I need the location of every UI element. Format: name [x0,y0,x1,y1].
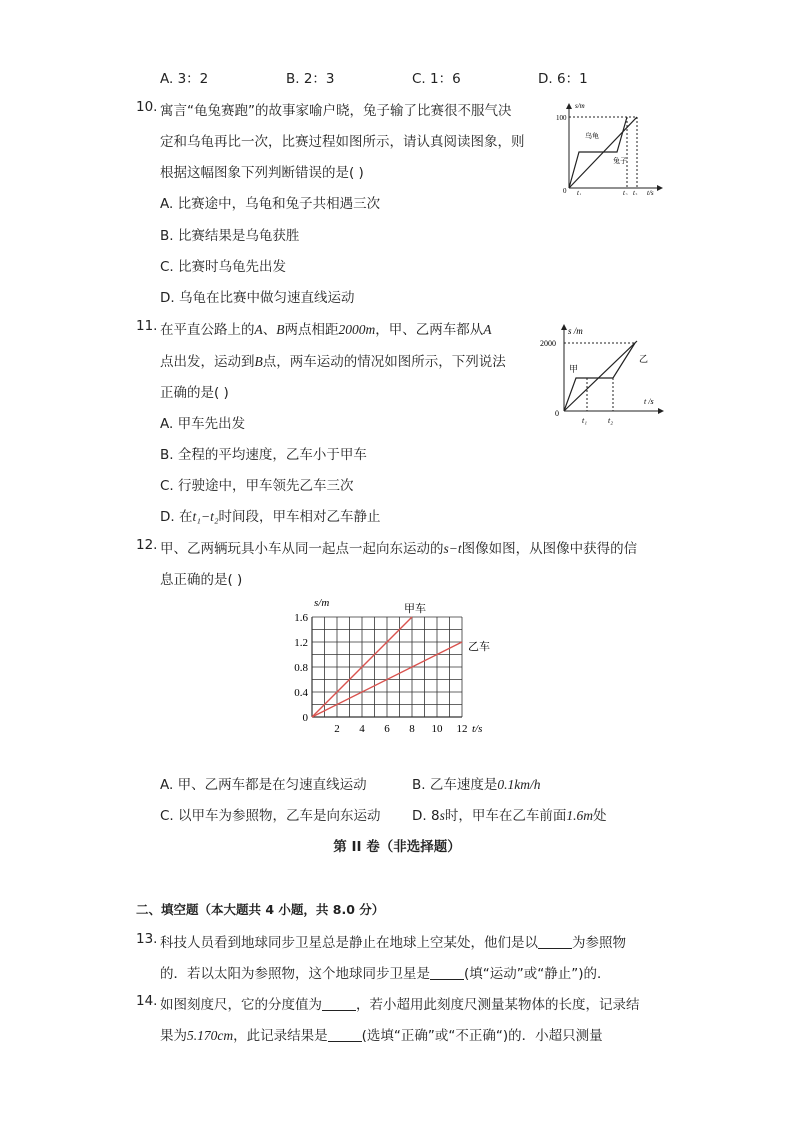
q9-option-d: D. 6：1 [538,71,588,87]
q13-text: 科技人员看到地球同步卫星总是静止在地球上空某处，他们是以 [160,935,538,951]
q11-text: 在平直公路上的 [160,322,255,338]
q11-option-a: A. 甲车先出发 [160,416,246,432]
q9-option-b: B. 2：3 [286,71,335,87]
q14-text: (选填“正确”或“不正确“)的．小超只测量 [361,1028,603,1044]
chart-x-label: t/s [472,723,483,735]
y-tick-label: 0.8 [294,662,308,674]
unit-s: s [439,808,445,823]
x-tick-label: 2 [334,723,340,735]
q13-line-1 [160,931,626,951]
point-a: A [483,322,492,337]
yi-line [564,341,637,411]
fig11-y-label: s /m [568,326,583,336]
q13-text: 的．若以太阳为参照物，这个地球同步卫星是 [160,966,430,982]
speed-unit: km/h [514,777,541,792]
q11-text: 点出发，运动到 [160,354,255,370]
unit-cm: cm [217,1028,234,1043]
answer-blank[interactable] [328,1029,362,1042]
q10-line-1: 寓言“龟兔赛跑”的故事家喻户晓，兔子输了比赛很不服气决 [160,103,512,119]
unit-m: m [583,808,593,823]
fig10-t2: t₂ [623,189,628,195]
fig11-t2: t₂ [608,416,614,425]
q14-line-1 [160,993,640,1013]
q11-text: 点，两车运动的情况如图所示，下列说法 [262,354,506,370]
answer-blank[interactable] [430,967,464,980]
x-tick-label: 8 [409,723,415,735]
q12-text: 处 [592,808,607,824]
chart-y-label: s/m [314,597,330,609]
q14-number: 14. [136,993,158,1009]
q11-line-2 [160,350,506,370]
st-chart [282,596,512,746]
q13-text: (填“运动”或“静止”)的． [464,966,611,982]
fig10-t1: t₁ [577,189,582,195]
tortoise-hare-graph [555,100,665,195]
q11-line-1 [160,318,492,338]
unit-m: m [365,322,376,337]
fig10-y-label: s/m [575,102,585,110]
q12-text: B. 乙车速度是 [412,777,498,793]
distance-value: 1.6 [566,808,584,823]
fig11-yi-label: 乙 [639,354,649,364]
x-tick-label: 6 [384,723,390,735]
answer-blank[interactable] [538,936,572,949]
point-b: B [276,322,285,337]
t1-symbol: t₁ [192,509,201,524]
y-tick-label: 0.4 [294,687,308,699]
q14-text: 果为 [160,1028,187,1044]
q10-option-b: B. 比赛结果是乌龟获胜 [160,228,300,244]
q11-line-3: 正确的是( ) [160,385,229,401]
q10-option-d: D. 乌龟在比赛中做匀速直线运动 [160,290,355,306]
fig10-y-value: 100 [556,114,567,122]
point-a: A [254,322,263,337]
fig11-t-axis: t /s [644,397,654,406]
q10-option-a: A. 比赛途中，乌龟和兔子共相遇三次 [160,196,381,212]
speed-value: 0.1 [497,777,515,792]
car-race-graph [540,320,670,425]
q11-text: 两点相距 [284,322,339,338]
q12-option-d [412,804,606,824]
q14-text: ，此记录结果是 [233,1028,328,1044]
q12-text: D. 8 [412,808,440,824]
chart-grid [312,617,462,717]
fig11-origin: 0 [555,409,559,418]
fig11-t1: t₁ [582,416,588,425]
x-tick-label: 4 [359,723,365,735]
q9-option-a: A. 3：2 [160,71,209,87]
section-2-title: 第 II 卷（非选择题） [333,839,461,855]
q12-option-a: A. 甲、乙两车都是在匀速直线运动 [160,777,367,793]
s-t-symbol: s−t [443,541,462,556]
y-tick-label: 0 [302,712,308,724]
q11-option-d [160,505,381,525]
q12-line-1 [160,537,637,557]
q11-option-c: C. 行驶途中，甲车领先乙车三次 [160,478,354,494]
q14-text: ，若小超用此刻度尺测量某物体的长度，记录结 [356,997,640,1013]
fig10-origin: 0 [563,187,567,195]
point-b: B [254,354,263,369]
series-label-yi: 乙车 [468,641,490,653]
q13-number: 13. [136,931,158,947]
fill-in-section-title: 二、填空题（本大题共 4 小题，共 8.0 分） [136,902,385,917]
y-tick-label: 1.6 [294,612,308,624]
series-label-jia: 甲车 [404,603,426,615]
q10-line-3: 根据这幅图象下列判断错误的是( ) [160,165,364,181]
distance-value: 2000 [338,322,366,337]
q12-line-2: 息正确的是( ) [160,572,243,588]
q10-number: 10. [136,99,158,115]
fig10-rabbit-label: 兔子 [613,157,627,165]
q11-number: 11. [136,318,158,334]
q10-line-2: 定和乌龟再比一次，比赛过程如图所示，请认真阅读图象，则 [160,134,525,150]
q11-text: ，甲、乙两车都从 [375,322,484,338]
q12-text: 甲、乙两辆玩具小车从同一起点一起向东运动的 [160,541,444,557]
fig10-t-axis: t/s [647,189,654,195]
q12-option-b [412,773,540,793]
q12-option-c: C. 以甲车为参照物，乙车是向东运动 [160,808,381,824]
q11-text: 、 [262,322,277,338]
q11-text: D. 在 [160,509,193,525]
q12-number: 12. [136,537,158,553]
rabbit-line [569,117,627,188]
q12-text: 时，甲车在乙车前面 [444,808,567,824]
t2-symbol: t₂ [210,509,219,524]
q14-text: 如图刻度尺，它的分度值为 [160,997,322,1013]
fig11-y-value: 2000 [540,339,556,348]
q14-line-2 [160,1024,603,1044]
answer-blank[interactable] [322,998,356,1011]
q11-option-b: B. 全程的平均速度，乙车小于甲车 [160,447,367,463]
fig10-turtle-label: 乌龟 [585,132,599,140]
minus-sign: − [200,509,211,524]
x-tick-label: 12 [456,723,468,735]
length-value: 5.170 [187,1028,218,1043]
fig11-jia-label: 甲 [569,364,579,374]
q13-text: 为参照物 [572,935,626,951]
q11-text: 时间段，甲车相对乙车静止 [218,509,381,525]
q13-line-2 [160,962,611,982]
q9-option-c: C. 1：6 [412,71,461,87]
fig10-t3: t₃ [633,189,638,195]
x-tick-label: 10 [431,723,443,735]
q10-option-c: C. 比赛时乌龟先出发 [160,259,287,275]
q12-text: 图像如图，从图像中获得的信 [461,541,638,557]
y-tick-label: 1.2 [294,637,308,649]
